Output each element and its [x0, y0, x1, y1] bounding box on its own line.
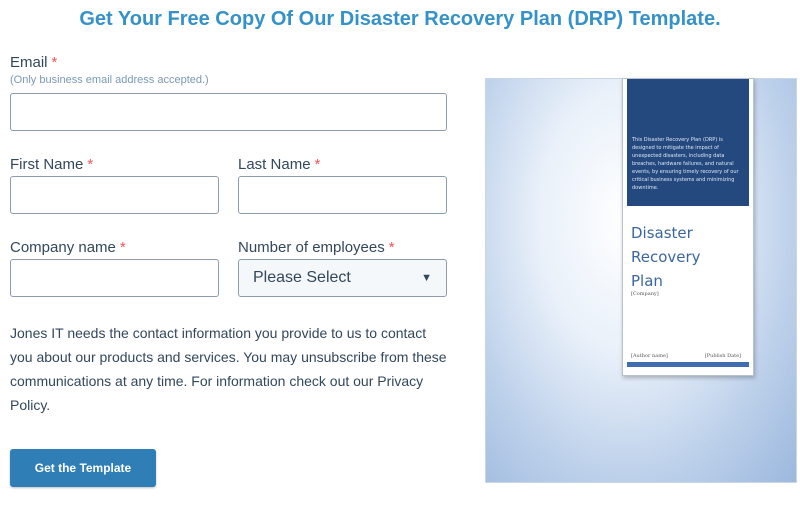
- privacy-notice: Jones IT needs the contact information you provide to us to contact you about our products and services. You may unsubscribe from these communications at any time. For information check out our Privacy Policy.: [10, 325, 447, 413]
- first-name-field[interactable]: [10, 176, 219, 214]
- cover-company: [Company]: [631, 291, 659, 297]
- email-label-text: Email: [10, 54, 48, 71]
- required-marker: *: [51, 54, 58, 71]
- first-name-label-text: First Name: [10, 156, 84, 173]
- cover-blurb: This Disaster Recovery Plan (DRP) is designed to mitigate the impact of unexpected disasters, including data breaches, hardware failures, and natural events, by ensuring timely recovery of our critical business systems and minimizing downtime.: [632, 137, 739, 191]
- email-field[interactable]: [10, 93, 447, 131]
- document-cover: [622, 78, 754, 376]
- email-label: [10, 54, 57, 71]
- company-label-text: Company name: [10, 239, 116, 256]
- employees-label: [238, 239, 395, 256]
- employees-selected-value: Please Select: [253, 269, 351, 286]
- required-marker: *: [87, 156, 94, 173]
- cover-title: Disaster Recovery Plan: [631, 224, 701, 290]
- last-name-label: [238, 156, 320, 173]
- employees-label-text: Number of employees: [238, 239, 385, 256]
- page-title: Get Your Free Copy Of Our Disaster Recovery Plan (DRP) Template.: [79, 8, 721, 30]
- required-marker: *: [314, 156, 321, 173]
- email-hint: (Only business email address accepted.): [10, 74, 209, 86]
- first-name-label: [10, 156, 93, 173]
- chevron-down-icon: ▼: [421, 272, 432, 284]
- cover-date: [Publish Date]: [704, 353, 741, 359]
- get-template-button[interactable]: Get the Template: [10, 449, 156, 487]
- template-preview-image: [485, 78, 797, 483]
- employees-select[interactable]: [238, 259, 447, 297]
- required-marker: *: [119, 239, 126, 256]
- last-name-label-text: Last Name: [238, 156, 311, 173]
- required-marker: *: [388, 239, 395, 256]
- company-label: [10, 239, 126, 256]
- cover-author: [Author name]: [631, 353, 668, 359]
- cover-footer-rule: [627, 362, 749, 367]
- company-field[interactable]: [10, 259, 219, 297]
- last-name-field[interactable]: [238, 176, 447, 214]
